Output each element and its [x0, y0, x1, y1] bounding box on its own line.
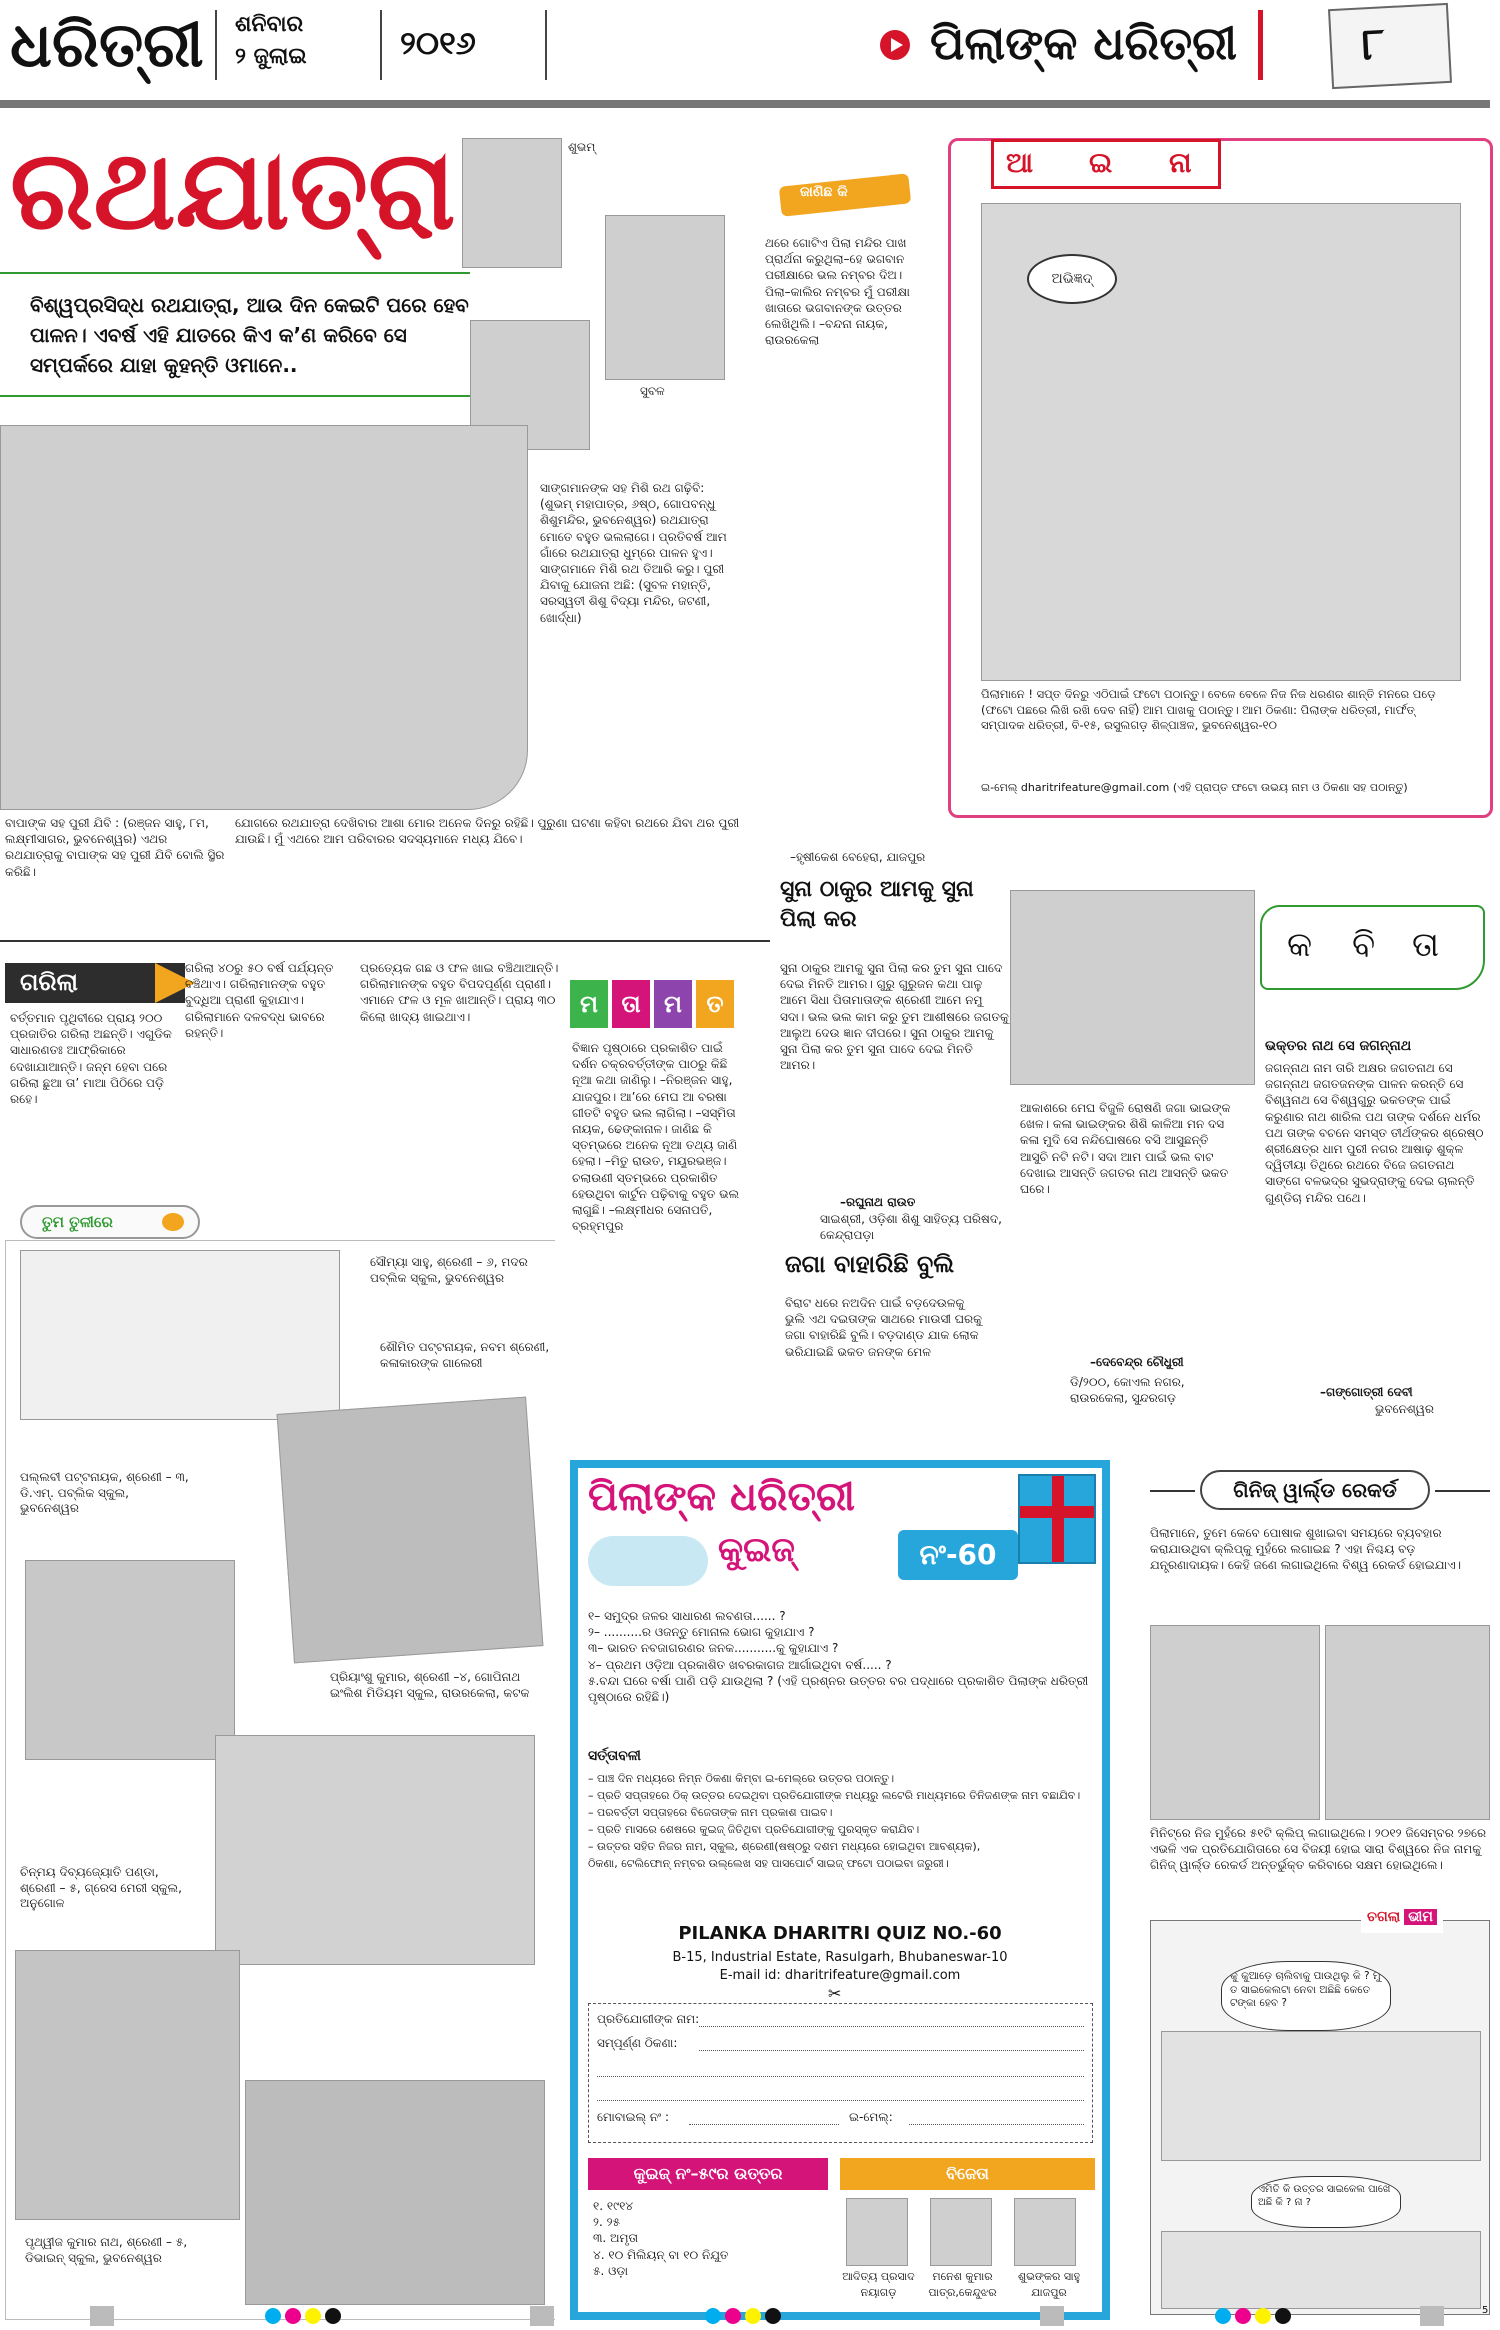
quiz-title-2: କୁଇଜ୍ — [718, 1530, 795, 1570]
kabita-address: ଭୁବନେଶ୍ୱର — [1375, 1402, 1434, 1416]
divider — [545, 10, 547, 80]
masthead-year: ୨୦୧୬ — [400, 24, 476, 62]
masthead-day: ଶନିବାର — [235, 12, 304, 37]
form-name-label: ପ୍ରତିଯୋଗୀଙ୍କ ନାମ: — [597, 2012, 700, 2026]
cmyk-swatch — [1275, 2308, 1291, 2324]
masthead — [0, 0, 1500, 110]
quiz-question: ୨– ..........ର ଓଜନ୍ତୁ ମୋନାଲ ଭୋଗ କୁହାଯାଏ ? — [588, 1625, 815, 1640]
quiz-answer: ୧. ୧୯୧୪ — [593, 2199, 634, 2213]
quiz-question: ୪– ପ୍ରଥମ ଓଡ଼ିଆ ପ୍ରକାଶିତ ଖବରକାଗଜ ଆର୍ଗାଇଥିବା ବର୍ଷ..... ? — [588, 1657, 892, 1672]
kathakuhi-badge — [770, 150, 920, 220]
cartoon-label-2: ଭୀମ — [1404, 1909, 1437, 1925]
rathayatra-col-text: ସାଙ୍ଗମାନଙ୍କ ସହ ମିଶି ରଥ ଗଢ଼ିବି: (ଶୁଭମ୍ ମହାପାତ୍ର, ୬ଷ୍ଠ, ଗୋପବନ୍ଧୁ ଶିଶୁମନ୍ଦିର, ଭୁବନେଶ୍ୱର) ରଥଯାତ୍ରା ମୋତେ ବହୁତ ଭଲଲାଗେ। ପ୍ରତିବର୍ଷ ଆମ ଗାଁରେ ରଥଯାତ୍ରା ଧୁମ୍‌ରେ ପାଳନ ହୁଏ। ସାଙ୍ଗମାନେ ମିଶି ରଥ ତିଆରି କରୁ। ପୁରୀ ଯିବାକୁ ଯୋଜନା ଅଛି: (ସୁବଳ ମହାନ୍ତି, ସରସ୍ୱତୀ ଶିଶୁ ବିଦ୍ୟା ମନ୍ଦିର, ଜଟଣୀ, ଖୋର୍ଦ୍ଧା) — [540, 481, 727, 625]
quiz-answers — [593, 2198, 828, 2279]
kabita-author: –ଗଙ୍ଗୋତ୍ରୀ ଦେବୀ — [1320, 1385, 1413, 1399]
garila-text-1: ବର୍ତ୍ତମାନ ପୃଥିବୀରେ ପ୍ରାୟ ୨୦୦ ପ୍ରଜାତିର ଗରିଲା ଅଛନ୍ତି। ଏଗୁଡିକ ସାଧାରଣତଃ ଆଫ୍ରିକାରେ ଦେଖାଯାଆନ୍ତି। ଜନ୍ମ ହେବା ପରେ ଗରିଲା ଛୁଆ ତା’ ମାଆ ପିଠିରେ ପଡ଼ି ରହେ। — [10, 1011, 172, 1106]
cmyk-swatch — [305, 2308, 321, 2324]
matamata-text: ବିଜ୍ଞାନ ପୃଷ୍ଠାରେ ପ୍ରକାଶିତ ପାଇଁ ଦର୍ଶନ ଚକ୍ରବର୍ତ୍ତୀଙ୍କ ପାଠରୁ କିଛି ନୂଆ କଥା ଜାଣିଲୁ। –ନିରଞ୍ଜନ ସାହୁ, ଯାଜପୁର। ଆ’ରେ ମେଘ ଆ ବରଷା ଗୀତଟି ବହୁତ ଭଲ ଲାଗିଲା। –ସସ୍ମିତା ନାୟକ, ଢେଙ୍କାନାଳ। ଜାଣିଛ କି ସ୍ତମ୍ଭରେ ଅନେକ ନୂଆ ତଥ୍ୟ ଜାଣି ହେଲା। –ମିତୁ ରାଉତ, ମୟୂରଭଞ୍ଜ। ଚଲାଉଣୀ ସ୍ତମ୍ଭରେ ପ୍ରକାଶିତ ହେଉଥିବା କାର୍ଟୁନ ପଢ଼ିବାକୁ ବହୁତ ଭଲ ଲାଗୁଛି। –ଲକ୍ଷ୍ମୀଧର ସେନାପତି, ବ୍ରହ୍ମପୁର — [572, 1041, 740, 1234]
aina-email: ଇ-ମେଲ୍ dharitrifeature@gmail.com (ଏହି ପ୍ରାପ୍ତ ଫଟୋ ଉଭୟ ନାମ ଓ ଠିକଣା ସହ ପଠାନ୍ତୁ) — [981, 781, 1408, 794]
drawing-caption-6: ପୃଥ୍ୱୀଜ କୁମାର ନାଥ, ଶ୍ରେଣୀ – ୫, ଡିଭାଇନ୍ ସ୍କୁଲ, ଭୁବନେଶ୍ୱର — [25, 2235, 188, 2265]
guinness-text-1: ପିଲାମାନେ, ତୁମେ କେବେ ପୋଷାକ ଶୁଖାଇବା ସମୟରେ ବ୍ୟବହାର କରାଯାଉଥିବା କ୍ଲିପ୍‌କୁ ମୁହଁରେ ଲଗାଇଛ ? ଏହା ନିଶ୍ଚୟ ବଡ଼ ଯନ୍ତ୍ରଣାଦାୟକ। କେହି ଜଣେ ଲଗାଇଥିଲେ ବିଶ୍ୱ ରେକର୍ଡ ହୋଇଯାଏ। — [1150, 1526, 1462, 1573]
aina-letter: ଇ — [1089, 146, 1113, 179]
matamata-letter: ତ — [696, 980, 734, 1028]
guinness-photo-1 — [1150, 1625, 1320, 1820]
cmyk-swatch — [705, 2308, 721, 2324]
rule — [0, 395, 470, 397]
globe-kids-icon — [588, 1536, 708, 1586]
drawing-caption-2: ଶୌମିତ ପଟ୍ଟନାୟକ, ନବମ ଶ୍ରେଣୀ, କଳାକାରଙ୍କ ଗାଲେରୀ — [380, 1340, 550, 1370]
drawing-caption-4: ପ୍ରିୟାଂଶୁ କୁମାର, ଶ୍ରେଣୀ –୪, ଗୋପିନାଥ ଇଂଲିଶ ମିଡିୟମ ସ୍କୁଲ, ରାଉରକେଲା, କଟକ — [330, 1670, 530, 1700]
registration-mark — [530, 2306, 554, 2326]
kabita-title: ଭକ୍ତର ନାଥ ସେ ଜଗନ୍ନାଥ — [1265, 1038, 1412, 1054]
winner-name: ଆଦିତ୍ୟ ପ୍ରସାଦ — [842, 2270, 915, 2283]
garila-label: ଗରିଲା — [20, 968, 78, 996]
cartoon-bubble-1: କୁ କୁଆଡ଼େ ଚାଲିବାକୁ ପାଉଥିଲୁ କି ? ମୁଁ ତ ସାଇକେଲଟା ନେବା ଅଛିଛି କେତେ ଟଙ୍କା ହେବ ? — [1221, 1961, 1391, 2031]
cmyk-swatch — [745, 2308, 761, 2324]
guinness-photo-2 — [1325, 1625, 1490, 1820]
quiz-rule: – ପାଞ୍ଚ ଦିନ ମଧ୍ୟରେ ନିମ୍ନ ଠିକଣା କିମ୍ବା ଇ-ମେଲ୍‌ରେ ଉତ୍ତର ପଠାନ୍ତୁ। — [588, 1772, 895, 1785]
quiz-answer: ୫. ଓଡ଼ା — [593, 2263, 629, 2278]
drawing-5 — [15, 1950, 240, 2220]
suna-thakura-title: ସୁନା ଠାକୁର ଆମକୁ ସୁନା ପିଲା କର — [780, 877, 974, 932]
quiz-rule: – ପ୍ରତି ମାସରେ ଶେଷରେ କୁଇଜ୍ ଜିତିଥିବା ପ୍ରତିଯୋଗୀଙ୍କୁ ପୁରସ୍କୃତ କରାଯିବ। — [588, 1823, 920, 1837]
scissors-icon: ✂ — [828, 1984, 842, 2003]
quiz-address-title: PILANKA DHARITRI QUIZ NO.-60 — [678, 1923, 1002, 1944]
garila-label-box — [5, 963, 185, 1003]
kathakuhi-text: ଥରେ ଗୋଟିଏ ପିଲା ମନ୍ଦିର ପାଖ ପ୍ରାର୍ଥନା କରୁଥିଲା–ହେ ଭଗବାନ ପରୀକ୍ଷାରେ ଭଲ ନମ୍ବର ଦିଅ। ପିଲା–କାଲିର ନମ୍ବର ମୁଁ ପରୀକ୍ଷା ଖାତାରେ ଭଗବାନଙ୍କ ଉତ୍ତର ଲେଖିଥିଲି। –ବନ୍ଦନା ନାୟକ, ରାଉରକେଲା — [765, 236, 910, 348]
drawing-6 — [245, 2080, 545, 2305]
garila-text-3: ପ୍ରତ୍ୟେକ ଗଛ ଓ ଫଳ ଖାଇ ବଞ୍ଚିଥାଆନ୍ତି। ଗରିଲାମାନଙ୍କ ବହୁତ ବିପଦପୂର୍ଣ୍ଣ ପ୍ରାଣୀ। ଏମାନେ ଫଳ ଓ ମୂଳ ଖାଆନ୍ତି। ପ୍ରାୟ ୩୦ କିଲୋ ଖାଦ୍ୟ ଖାଇଥାଏ। — [360, 961, 559, 1024]
cmyk-swatch — [325, 2308, 341, 2324]
masthead-date: ୨ ଜୁଲାଇ — [235, 44, 307, 69]
quiz-email-line: E-mail id: dharitrifeature@gmail.com — [719, 1968, 961, 1983]
guinness-title: ଗିନିଜ୍ ୱାର୍ଲ୍ଡ ରେକର୍ଡ — [1200, 1470, 1430, 1510]
aina-letter: ଆ — [1006, 146, 1034, 179]
trinity-photo — [1010, 890, 1255, 1085]
rathayatra-title: ରଥଯାତ୍ରା — [10, 126, 456, 254]
quiz-question: ୩– ଭାରତ ନବଜାଗରଣର ଜନକ...........କୁ କୁହାଯାଏ ? — [588, 1641, 839, 1656]
quiz-form — [588, 2003, 1093, 2143]
winner-photo — [1014, 2198, 1076, 2266]
drawing-4 — [215, 1735, 535, 1965]
cartoon-label-1: ଚଗଲା — [1367, 1909, 1401, 1925]
kabita-letter: ତା — [1412, 925, 1440, 965]
form-address-field-2[interactable] — [597, 2076, 1084, 2077]
footer-page-mark: 5 — [1482, 2305, 1489, 2316]
drawing-2 — [277, 1397, 544, 1664]
quiz-rule: – ପରବର୍ତ୍ତୀ ସପ୍ତାହରେ ବିଜେତାଙ୍କ ନାମ ପ୍ରକାଶ ପାଇବ। — [588, 1806, 833, 1820]
quiz-rule: – ପ୍ରତି ସପ୍ତାହରେ ଠିକ୍ ଉତ୍ତର ଦେଇଥିବା ପ୍ରତିଯୋଗୀଙ୍କ ମଧ୍ୟରୁ ଲଟେରି ମାଧ୍ୟମରେ ତିନିଜଣଙ୍କ ନାମ ବଛାଯିବ। — [588, 1789, 1081, 1803]
jaga-bahari-title: ଜଗା ବାହାରିଛି ବୁଲି — [785, 1250, 955, 1278]
garila-text-2: ଗରିଲା ୪୦ରୁ ୫୦ ବର୍ଷ ପର୍ଯ୍ୟନ୍ତ ବଞ୍ଚିଥାଏ। ଗରିଲାମାନଙ୍କ ବହୁତ ବୁଦ୍ଧିଆ ପ୍ରାଣୀ କୁହାଯାଏ। ଗରିଲାମାନେ ଦଳବଦ୍ଧ ଭାବରେ ରହନ୍ତି। — [185, 961, 334, 1040]
form-name-field[interactable] — [699, 2026, 1084, 2027]
winner-name: ଶୁଭଙ୍କର ସାହୁ — [1017, 2270, 1080, 2283]
winner-photo — [846, 2198, 908, 2266]
drawing-3 — [25, 1560, 235, 1760]
kathakuhi-label: ଜାଣିଛ କି — [800, 184, 848, 200]
quiz-winners-title: ବିଜେତା — [840, 2158, 1095, 2190]
drawings-label-text: ତୁମ ତୁଳୀରେ — [42, 1213, 113, 1231]
rule — [0, 940, 770, 942]
quiz-answer: ୪. ୧୦ ମିଲିୟନ୍ ବା ୧୦ ନିଯୁତ — [593, 2247, 729, 2262]
drawing-caption-3: ପଲ୍ଲବୀ ପଟ୍ଟନାୟକ, ଶ୍ରେଣୀ – ୩, ଡି.ଏମ୍. ପବ୍ଲିକ ସ୍କୁଲ, ଭୁବନେଶ୍ୱର — [20, 1470, 189, 1516]
kabita-letter: କ — [1287, 925, 1313, 965]
form-mobile-field[interactable] — [689, 2124, 839, 2125]
jaga-bahari-poem: ବିରାଟ ଧରେ ନଅଦିନ ପାଇଁ ବଡ଼ଦେଉଳକୁ ଭୁଲି ଏଥ ଦଇତାଙ୍କ ସାଥରେ ମାଉସୀ ଘରକୁ ଜଗା ବାହାରିଛି ବୁଲି। ବଡ଼ଦାଣ୍ଡ ଯାକ ଲୋକ ଭରିଯାଇଛି ଭକତ ଜନଙ୍କ ମେଳ — [785, 1296, 983, 1359]
suna-thakura-address: ସାଇଶ୍ରୀ, ଓଡ଼ିଶା ଶିଶୁ ସାହିତ୍ୟ ପରିଷଦ, କେନ୍ଦ୍ରାପଡ଼ା — [820, 1212, 1002, 1242]
winner-place: ପାତ୍ର,କେନ୍ଦୁଝର — [928, 2286, 997, 2299]
quiz-question: ୫.ବନ୍ଦା ଘରେ ବର୍ଷା ପାଣି ପଡ଼ି ଯାଉଥିଲା ? (ଏହି ପ୍ରଶ୍ନର ଉତ୍ତର ବର ପଦ୍ଧାରେ ପ୍ରକାଶିତ ପିଲାଙ୍କ ଧରିତ୍ରୀ ପୃଷ୍ଠାରେ ରହିଛି।) — [588, 1673, 1089, 1704]
form-address-field[interactable] — [699, 2050, 1084, 2051]
kathakuhi-credit: –ହୃଷୀକେଶ ବେହେରା, ଯାଜପୁର — [790, 850, 926, 864]
quiz-title-1: ପିଲାଙ୍କ ଧରିତ୍ରୀ — [588, 1474, 856, 1520]
quiz-answer: ୨. ୨୫ — [593, 2215, 621, 2230]
aina-caption: ପିଲାମାନେ ! ସପ୍ତ ଦିନରୁ ଏଠିପାଇଁ ଫଟୋ ପଠାନ୍ତୁ। ବେଳେ ବେଳେ ନିଜ ନିଜ ଧରଣର ଶାନ୍ତି ମନରେ ପଡ଼େ (ଫଟୋ ପଛରେ ଲିଖି ରଖି ଦେବ ନାହିଁ) ଆମ ପାଖକୁ ପଠାନ୍ତୁ। ଆମ ଠିକଣା: ପିଲାଙ୍କ ଧରିତ୍ରୀ, ମାର୍ଫତ୍ ସମ୍ପାଦକ ଧରିତ୍ରୀ, ବି-୧୫, ରସୁଲଗଡ଼ ଶିଳ୍ପାଞ୍ଚଳ, ଭୁବନେଶ୍ୱର-୧୦ — [981, 687, 1436, 733]
cmyk-swatch — [1215, 2308, 1231, 2324]
form-address-label: ସମ୍ପୂର୍ଣ୍ଣ ଠିକଣା: — [597, 2036, 678, 2050]
cmyk-swatch — [1255, 2308, 1271, 2324]
quiz-rules-title: ସର୍ତ୍ତାବଳୀ — [588, 1748, 641, 1764]
form-email-label: ଇ-ମେଲ୍: — [849, 2110, 893, 2124]
quiz-rules — [588, 1770, 1098, 1872]
photo-subal — [605, 215, 725, 380]
registration-mark — [90, 2306, 114, 2326]
page-number-sheet — [1328, 3, 1452, 89]
guinness-text-2: ମିନିଟ୍‌ରେ ନିଜ ମୁହଁରେ ୫୧ଟି କ୍ଲିପ୍ ଲଗାଇଥିଲେ। ୨୦୧୨ ଜିସେମ୍ବର ୨୭ରେ ଏଭଳି ଏକ ପ୍ରତିଯୋଗିତାରେ ସେ ବିଜୟୀ ହୋଇ ସାରା ବିଶ୍ୱରେ ନିଜ ନାମକୁ ଗିନିଜ୍ ୱାର୍ଲ୍ଡ ରେକର୍ଡ ଅନ୍ତର୍ଭୁକ୍ତ କରିବାରେ ସକ୍ଷମ ହୋଇଥିଲେ। — [1150, 1826, 1487, 1873]
red-divider — [1258, 10, 1263, 80]
drawing-caption-5: ଚିନ୍ମୟ ଦିବ୍ୟଜ୍ୟୋତି ପଣ୍ଡା, ଶ୍ରେଣୀ – ୫, ଗ୍ରେସ ମେରୀ ସ୍କୁଲ, ଅନୁଗୋଳ — [20, 1865, 182, 1911]
cmyk-swatch — [285, 2308, 301, 2324]
divider — [215, 10, 217, 80]
cmyk-swatch — [725, 2308, 741, 2324]
drawing-1 — [20, 1250, 340, 1420]
cmyk-swatch — [1235, 2308, 1251, 2324]
jaga-bahari-author: –ଦେବେନ୍ଦ୍ର ଚୌଧୁରୀ — [1090, 1355, 1184, 1369]
divider — [380, 10, 382, 80]
quiz-answer: ୩. ଅମୃତା — [593, 2231, 639, 2246]
kabita-poem: ଜଗନ୍ନାଥ ନାମ ତାରି ଅକ୍ଷର ଜଗତନାଥ ସେ ଜଗନ୍ନାଥ ଜଗତଜନଙ୍କ ପାଳନ କରନ୍ତି ସେ ବିଶ୍ୱନାଥ ସେ ବିଶ୍ୱଗୁରୁ ଭକତଙ୍କ ପାଇଁ କରୁଣାର ନାଥ ଶାରିଲ ପଥ ତାଙ୍କ ଦର୍ଶନେ ଧର୍ମର ପଥ ତାଙ୍କ ବଚନେ ସମସ୍ତ ତୀର୍ଥଙ୍କର ଶ୍ରେଷ୍ଠ ଶ୍ରୀକ୍ଷେତ୍ର ଧାମ ପୁରୀ ନଗର ଆଷାଢ଼ ଶୁକ୍ଳ ଦ୍ୱିତୀୟା ତିଥିରେ ରଥରେ ବିଜେ ଜଗତନାଥ ସାଙ୍ଗେ ବଳଭଦ୍ର ସୁଭଦ୍ରାଙ୍କୁ ଦେଇ ଚାଲନ୍ତି ଗୁଣ୍ଡିଚା ମନ୍ଦିର ପଥେ। — [1265, 1061, 1484, 1205]
cmyk-swatch — [265, 2308, 281, 2324]
aina-photo — [981, 203, 1461, 681]
paper-name: ଧରିତ୍ରୀ — [10, 8, 204, 81]
cartoon-panel — [1150, 1909, 1490, 2315]
masthead-rule — [0, 100, 1490, 108]
aina-letters — [991, 139, 1221, 189]
rule — [1150, 1490, 1195, 1492]
form-email-field[interactable] — [909, 2124, 1084, 2125]
winner-place: ନୟାଗଡ଼ — [860, 2286, 897, 2299]
cartoon-label — [1361, 1907, 1443, 1933]
kabita-banner — [1260, 905, 1485, 990]
play-icon — [880, 30, 910, 60]
quiz-questions — [588, 1608, 1093, 1705]
rule — [0, 272, 470, 274]
name-shubham: ଶୁଭମ୍ — [568, 140, 596, 154]
photo-shubham — [462, 138, 562, 268]
form-address-field-3[interactable] — [597, 2100, 1084, 2101]
drawings-label — [20, 1205, 200, 1239]
matamata-strip — [570, 980, 735, 1028]
quiz-rule: ଠିକଣା, ଟେଲିଫୋନ୍ ନମ୍ବର ଉଲ୍ଲେଖ ସହ ପାସପୋର୍ଟ ସାଇଜ୍ ଫଟୋ ପଠାଇବା ଜରୁରୀ। — [588, 1857, 949, 1871]
rathayatra-photo-caption: ବାପାଙ୍କ ସହ ପୁରୀ ଯିବି : (ରଞ୍ଜନ ସାହୁ, ୮ମ, ଲକ୍ଷ୍ମୀସାଗର, ଭୁବନେଶ୍ୱର) ଏଥର ରଥଯାତ୍ରାକୁ ବାପାଙ୍କ ସହ ପୁରୀ ଯିବି ବୋଲି ସ୍ଥିର କରିଛି। — [5, 816, 225, 879]
suna-thakura-poem: ସୁନା ଠାକୁର ଆମକୁ ସୁନା ପିଲା କର ତୁମ ସୁନା ପାଦେ ଦେଇ ମିନତି ଆମର। ଗୁରୁ ଗୁରୁଜନ କଥା ପାଳୁ ଆମେ ସିଧା ପିତାମାତାଙ୍କ ଶ୍ରେଣୀ ଆମେ ନମୁ ସଦା। ଭଲ ଭଲ କାମ କରୁ ତୁମ ଆଶୀଷରେ ଜଗତକୁ ଆଲୁଅ ଦେଉ ଜ୍ଞାନ ଦୀପରେ। ସୁନା ଠାକୁର ଆମକୁ ସୁନା ପିଲା କର ତୁମ ସୁନା ପାଦେ ଦେଇ ମିନତି ଆମର। — [780, 961, 1009, 1073]
supplement-name: ପିଲାଙ୍କ ଧରିତ୍ରୀ — [930, 16, 1238, 70]
quiz-rule: – ଉତ୍ତର ସହିତ ନିଜର ନାମ, ସ୍କୁଲ, ଶ୍ରେଣୀ(ଷଷ୍ଠରୁ ଦଶମ ମଧ୍ୟରେ ହୋଇଥିବା ଆବଶ୍ୟକ), — [588, 1840, 981, 1854]
rule — [1435, 1490, 1490, 1492]
quiz-address-line: B-15, Industrial Estate, Rasulgarh, Bhubaneswar-10 — [672, 1950, 1008, 1965]
quiz-question: ୧– ସମୁଦ୍ର ଜଳର ସାଧାରଣ ଲବଣତା...... ? — [588, 1609, 786, 1623]
matamata-letter: ତା — [612, 980, 650, 1028]
kabita-letter: ବି — [1352, 925, 1376, 965]
jaga-bahari-poem-2: ଆକାଶରେ ମେଘ ବିଜୁଳି ରୋଷଣି ଜଗା ଭାଇଙ୍କ ଖେଳ। କଳା ଭାଇଙ୍କର ଶିଶି କାଳିଆ ମନ ଦସ କଳା ମୁଦି ସେ ନନ୍ଦିଘୋଷରେ ବସି ଆସୁଛନ୍ତି ଆସୁଚି ନଟି ନଟି। ସଦା ଆମ ପାଇଁ ଭଲ ବାଟ ଦେଖାଇ ଆସନ୍ତି ଜଗତର ନାଥ ଆସନ୍ତି ଭକତ ଘରେ। — [1020, 1101, 1231, 1196]
aina-letter: ନା — [1169, 146, 1192, 179]
name-subal: ସୁବଳ — [640, 384, 665, 398]
winner-place: ଯାଜପୁର — [1031, 2286, 1067, 2299]
rathayatra-intro: ବିଶ୍ୱପ୍ରସିଦ୍ଧ ରଥଯାତ୍ରା, ଆଉ ଦିନ କେଇଟି ପରେ ହେବ ପାଳନ। ଏବର୍ଷ ଏହି ଯାତରେ କିଏ କ’ଣ କରିବେ ସେ ସମ୍ପର୍କରେ ଯାହା କୁହନ୍ତି ଓମାନେ.. — [30, 293, 469, 377]
quiz-answers-title: କୁଇଜ୍ ନଂ–୫୯ର ଉତ୍ତର — [588, 2158, 828, 2190]
cmyk-swatch — [765, 2308, 781, 2324]
jaga-bahari-address: ଡି/୨୦୦, କୋଏଲ ନଗର, ରାଉରକେଲା, ସୁନ୍ଦରଗଡ଼ — [1070, 1375, 1185, 1405]
gift-icon — [1018, 1474, 1096, 1564]
cartoon-bubble-2: ଏମିତି କି ଉତ୍ତର ସାଇକେଲ ପାଖେ ଅଛି କି ? ନା ? — [1251, 2176, 1401, 2228]
drawing-caption-1: ସୌମ୍ୟା ସାହୁ, ଶ୍ରେଣୀ – ୬, ମଦର ପବ୍ଲିକ ସ୍କୁଲ, ଭୁବନେଶ୍ୱର — [370, 1255, 528, 1285]
cartoon-frame-2 — [1161, 2231, 1481, 2309]
quiz-box — [570, 1460, 1110, 2320]
aina-box — [948, 138, 1493, 818]
rathayatra-bottom-text: ଯୋଗରେ ରଥଯାତ୍ରା ଦେଖିବାର ଆଶା ମୋର ଅନେକ ଦିନରୁ ରହିଛି। ପୁରୁଣା ଘଟଣା କହିବା ରଥରେ ଯିବା ଥର ପୁରୀ ଯାଉଛି। ମୁଁ ଏଥରେ ଆମ ପରିବାରର ସଦସ୍ୟମାନେ ମଧ୍ୟ ଯିବେ। — [235, 816, 740, 847]
palette-icon — [162, 1213, 184, 1231]
quiz-number: ନଂ-60 — [898, 1530, 1018, 1580]
page-number: ୮ — [1360, 18, 1387, 71]
matamata-letter: ମ — [654, 980, 692, 1028]
form-mobile-label: ମୋବାଇଲ୍ ନଂ : — [597, 2110, 670, 2124]
aina-bubble: ଅଭିଜ୍ଞଦ୍ — [1027, 254, 1117, 304]
registration-mark — [1040, 2306, 1064, 2326]
matamata-letter: ମ — [570, 980, 608, 1028]
winner-photo — [930, 2198, 992, 2266]
registration-mark — [1420, 2306, 1444, 2326]
winner-name: ମନେଶ କୁମାର — [932, 2270, 993, 2283]
rathayatra-photo — [0, 425, 528, 810]
cartoon-frame-1 — [1161, 2031, 1481, 2161]
suna-thakura-author: –ରଘୁନାଥ ରାଉତ — [840, 1195, 916, 1209]
